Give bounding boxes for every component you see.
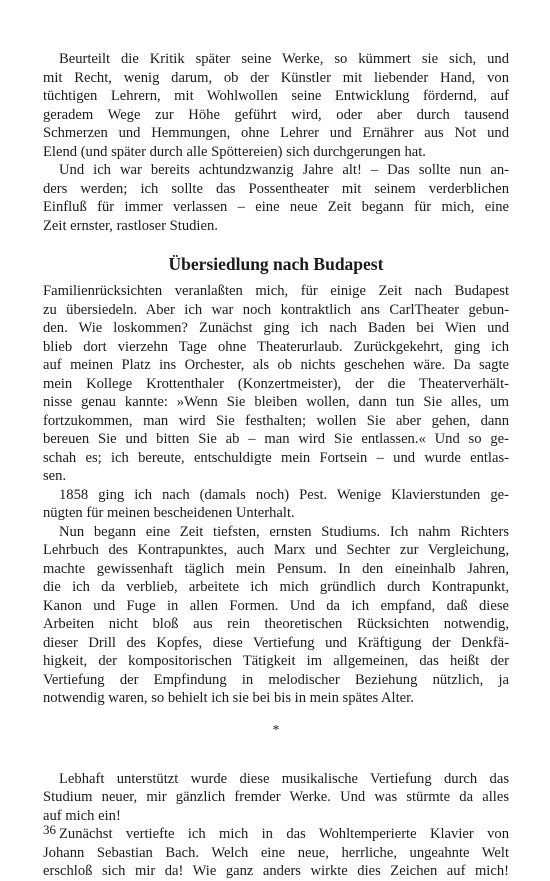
text-line: Kanon und Fuge in allen Formen. Und da ich empfand, daß diese [43,597,509,614]
text-line: Beurteilt die Kritik später seine Werke, so kümmert sie sich, und [59,51,509,67]
paragraph [43,486,509,523]
text-line: die ich da verblieb, arbeitete ich mich gründlich durch Kontrapunkt, [43,579,509,595]
text-line: Familienrücksichten veranlaßten mich, für einige Zeit nach Budapest [43,283,509,299]
text-line: ders werden; ich sollte das Possentheater mit seinem verderblichen [43,180,509,197]
text-line: den. Wie loskommen? Zunächst ging ich nach Baden bei Wien und [43,320,509,336]
text-line: geradem Wege zur Höhe geführt wird, oder aber durch tausend [43,106,509,123]
text-line: notwendig waren, so behielt ich sie bei bis in mein spätes Alter. [43,690,414,706]
text-line: Lebhaft unterstützt wurde diese musikalische Vertiefung durch das [59,770,509,787]
text-line: bereuen Sie und bitten Sie ab – man wird Sie entlassen.« Und so ge- [43,431,509,447]
text-line: fortzukommen, man wird Sie festhalten; wollen Sie aber gehen, dann [43,412,509,429]
text-line: Lehrbuch des Kontrapunktes, auch Marx und Sechter zur Vergleichung, [43,542,509,558]
text-line: sen. [43,468,67,484]
paragraph [43,770,509,826]
text-line: Arbeiten nicht bloß aus rein theoretischen Rücksichten notwendig, [43,616,509,632]
page-number: 36 [43,822,56,837]
text-line: Zeit ernster, rastloser Studien. [43,217,218,234]
text-line: erschloß sich mir da! Wie ganz anders wirkte dies Zeichen auf mich! [43,863,509,879]
text-line: mit Recht, wenig darum, ob der Künstler mit liebender Hand, von [43,69,509,86]
text-line: zu übersiedeln. Aber ich war noch kontraktlich ans CarlTheater gebun- [43,301,509,318]
text-line: machte gewissenhaft täglich mein Pensum. In den eineinhalb Jahren, [43,560,509,577]
text-line: Johann Sebastian Bach. Welch eine neue, herrliche, ungeahnte Welt [43,844,509,861]
text-line: 1858 ging ich nach (damals noch) Pest. Wenige Klavierstunden ge- [59,486,509,503]
text-line: nügten für meinen bescheidenen Unterhalt. [43,505,295,521]
text-line: mein Kollege Krottenthaler (Konzertmeister), der die Theaterverhält- [43,375,509,392]
text-line: Einfluß für immer verlassen – eine neue Zeit begann für mich, eine [43,199,509,215]
book-page-text [43,50,509,881]
text-line: tüchtigen Lehrern, mit Wohlwollen seine Entwicklung fördernd, auf [43,88,509,104]
text-line: auf meinen Platz ins Orchester, als ob nichts geschehen wäre. Da sagte [43,357,509,373]
paragraph [43,161,509,235]
text-line: Schmerzen und Hemmungen, ohne Lehrer und Ernährer aus Not und [43,125,509,141]
section-separator: * [272,722,280,738]
text-line: higkeit, der kompositorischen Tätigkeit im allgemeinen, das heißt der [43,653,509,669]
text-line: Zunächst vertiefte ich mich in das Wohltemperierte Klavier von [59,826,509,842]
paragraph [43,50,509,161]
text-line: Nun begann eine Zeit tiefsten, ernsten Studiums. Ich nahm Richters [59,523,509,540]
paragraph [43,523,509,708]
text-line: nisse genau kannte: »Wenn Sie bleiben wollen, dann tun Sie alles, um [43,394,509,410]
section-heading: Übersiedlung nach Budapest [168,254,384,274]
text-line: Studium neuer, mir gänzlich fremder Werke. Und was stürmte da alles [43,789,509,805]
text-line: schah es; ich bereute, entschuldigte mein Fortsein – und wurde entlas- [43,449,509,466]
text-line: auf mich ein! [43,807,121,824]
paragraph [43,825,509,881]
text-line: Elend (und später durch alle Spöttereien) sich durchgerungen hat. [43,143,426,160]
text-line: Vertiefung der Empfindung in melodischer Beziehung nützlich, ja [43,671,509,688]
text-line: Und ich war bereits achtundzwanzig Jahre alt! – Das sollte nun an- [59,162,509,178]
paragraph [43,282,509,486]
text-line: dieser Drill des Kopfes, diese Vertiefung und Kräftigung der Denkfä- [43,634,509,651]
text-line: blieb dort vierzehn Tage ohne Theaterurlaub. Zurückgekehrt, ging ich [43,338,509,355]
